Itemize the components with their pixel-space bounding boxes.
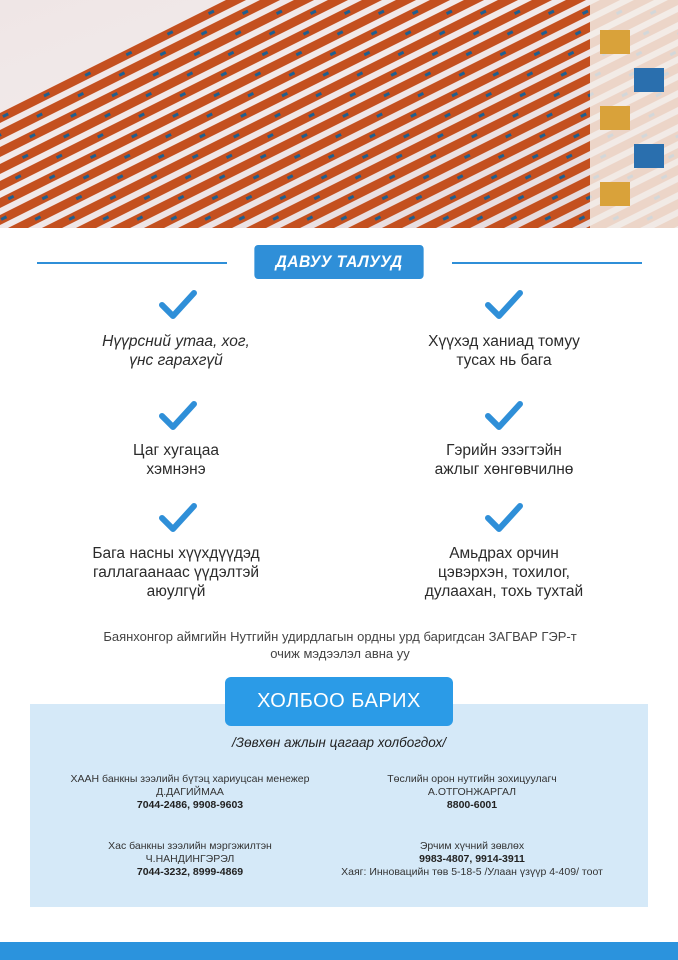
check-icon	[158, 502, 198, 534]
advantage-line: Бага насны хүүхдүүдэд	[92, 545, 260, 562]
advantage-saves-time	[56, 441, 296, 479]
check-icon	[484, 289, 524, 321]
crown-ornament	[600, 30, 630, 54]
contact-address: Хаяг: Инновацийн төв 5-18-5 /Улаан үзүүр 4-409/ тоот	[341, 866, 603, 878]
section-title-badge: ДАВУУ ТАЛУУД	[254, 245, 423, 279]
contact-role: Хас банкны зээлийн мэргэжилтэн	[108, 840, 272, 852]
advantage-line: дулаахан, тохь тухтай	[424, 583, 584, 600]
check-icon	[484, 400, 524, 432]
note-line: очиж мэдээлэл авна уу	[270, 646, 410, 661]
contact-phone[interactable]: 7044-3232, 8999-4869	[136, 866, 244, 878]
advantage-line: галлагаанаас үүдэлтэй	[92, 564, 260, 581]
contact-phone[interactable]: 8800-6001	[446, 799, 498, 811]
contact-phone[interactable]: 7044-2486, 9908-9603	[136, 799, 244, 811]
contact-energy-advisor	[312, 840, 632, 879]
hero-photo	[0, 0, 678, 228]
contact-button[interactable]: ХОЛБОО БАРИХ	[225, 677, 453, 726]
advantage-line: аюулгүй	[146, 583, 206, 600]
advantage-clean-environment	[384, 544, 624, 601]
contact-name: Д.ДАГИЙМАА	[156, 786, 224, 798]
contact-project-coordinator	[322, 773, 622, 812]
advantage-less-illness	[384, 332, 624, 370]
check-icon	[484, 502, 524, 534]
advantage-no-smoke	[56, 332, 296, 370]
footer-bar	[0, 942, 678, 960]
note-line: Баянхонгор аймгийн Нутгийн удирдлагын ордны урд баригдсан ЗАГВАР ГЭР-т	[103, 629, 577, 644]
advantage-line: Амьдрах орчин	[449, 545, 559, 562]
advantage-line: Цаг хугацаа	[133, 442, 219, 459]
contact-phone[interactable]: 9983-4807, 9914-3911	[419, 853, 525, 865]
advantage-line: Нүүрсний утаа, хог,	[102, 333, 250, 350]
contact-name: Ч.НАНДИНГЭРЭЛ	[145, 853, 235, 865]
check-icon	[158, 400, 198, 432]
header-divider-left	[37, 262, 227, 264]
crown-ornament	[634, 144, 664, 168]
advantage-line: ажлыг хөнгөвчилнө	[434, 461, 574, 478]
contact-khan-bank	[40, 773, 340, 812]
contact-name: А.ОТГОНЖАРГАЛ	[427, 786, 517, 798]
advantage-line: үнс гарахгүй	[129, 352, 223, 369]
advantage-easier-housework	[384, 441, 624, 479]
crown-ornament	[600, 106, 630, 130]
contact-role: Төслийн орон нутгийн зохицуулагч	[387, 773, 557, 785]
ger-roof-poles-image	[0, 0, 678, 228]
advantage-line: тусах нь бага	[456, 352, 552, 369]
advantage-child-safety	[56, 544, 296, 601]
advantage-line: цэвэрхэн, тохилог,	[438, 564, 570, 581]
crown-ornament	[600, 182, 630, 206]
contact-role: ХААН банкны зээлийн бүтэц хариуцсан менежер	[70, 773, 310, 785]
advantage-line: Хүүхэд ханиад томуу	[428, 333, 580, 350]
contact-hours: /Зөвхөн ажлын цагаар холбогдох/	[232, 735, 446, 750]
contact-xac-bank	[40, 840, 340, 879]
contact-role: Эрчим хүчний зөвлөх	[419, 840, 525, 852]
advantage-line: хэмнэнэ	[146, 461, 206, 478]
header-divider-right	[452, 262, 642, 264]
crown-ornament	[634, 68, 664, 92]
visit-model-ger-note	[40, 628, 640, 662]
check-icon	[158, 289, 198, 321]
advantage-line: Гэрийн эзэгтэйн	[446, 442, 562, 459]
